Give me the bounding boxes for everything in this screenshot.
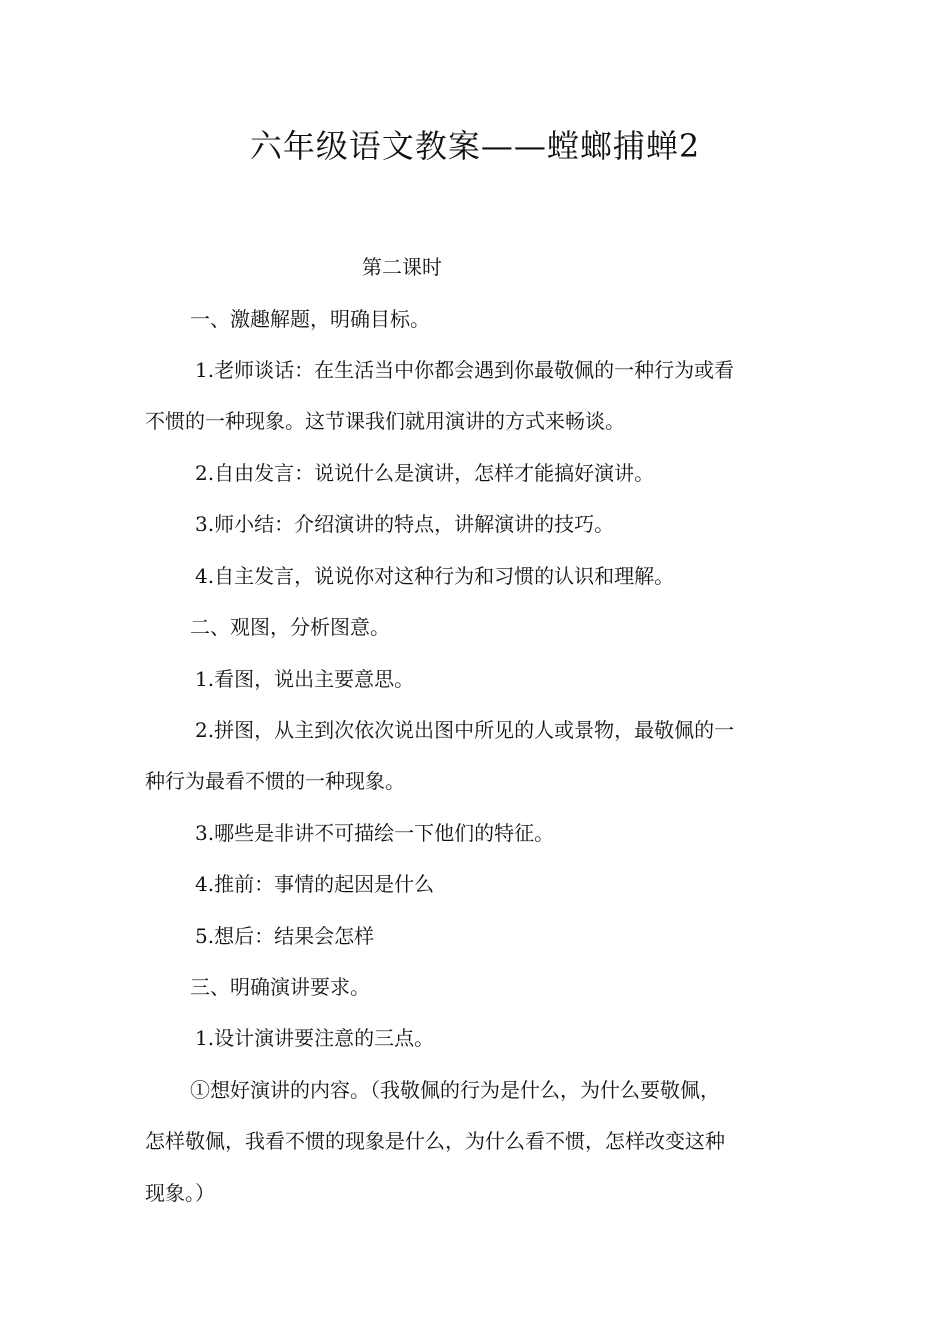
paragraph-line: 1.设计演讲要注意的三点。 xyxy=(195,1026,435,1050)
paragraph-line: 种行为最看不惯的一种现象。 xyxy=(145,769,405,793)
paragraph-line: 1.看图，说出主要意思。 xyxy=(195,667,415,691)
lesson-period-heading: 第二课时 xyxy=(362,255,442,279)
section-heading-2: 二、观图，分析图意。 xyxy=(190,615,390,639)
paragraph-line: 现象。） xyxy=(145,1181,215,1205)
paragraph-line: 4.推前：事情的起因是什么 xyxy=(195,872,435,896)
paragraph-line: 3.师小结：介绍演讲的特点，讲解演讲的技巧。 xyxy=(195,512,615,536)
document-title: 六年级语文教案——螳螂捕蝉2 xyxy=(249,127,701,165)
paragraph-line: 怎样敬佩，我看不惯的现象是什么，为什么看不惯，怎样改变这种 xyxy=(145,1129,725,1153)
section-heading-3: 三、明确演讲要求。 xyxy=(190,975,370,999)
paragraph-line: 不惯的一种现象。这节课我们就用演讲的方式来畅谈。 xyxy=(145,409,625,433)
paragraph-line: 3.哪些是非讲不可描绘一下他们的特征。 xyxy=(195,821,555,845)
paragraph-line: 2.自由发言：说说什么是演讲，怎样才能搞好演讲。 xyxy=(195,461,655,485)
section-heading-1: 一、激趣解题，明确目标。 xyxy=(190,307,430,331)
paragraph-line: ①想好演讲的内容。（我敬佩的行为是什么，为什么要敬佩， xyxy=(190,1078,720,1102)
paragraph-line: 2.拼图，从主到次依次说出图中所见的人或景物，最敬佩的一 xyxy=(195,718,735,742)
paragraph-line: 4.自主发言，说说你对这种行为和习惯的认识和理解。 xyxy=(195,564,675,588)
paragraph-line: 5.想后：结果会怎样 xyxy=(195,924,375,948)
paragraph-line: 1.老师谈话：在生活当中你都会遇到你最敬佩的一种行为或看 xyxy=(195,358,735,382)
